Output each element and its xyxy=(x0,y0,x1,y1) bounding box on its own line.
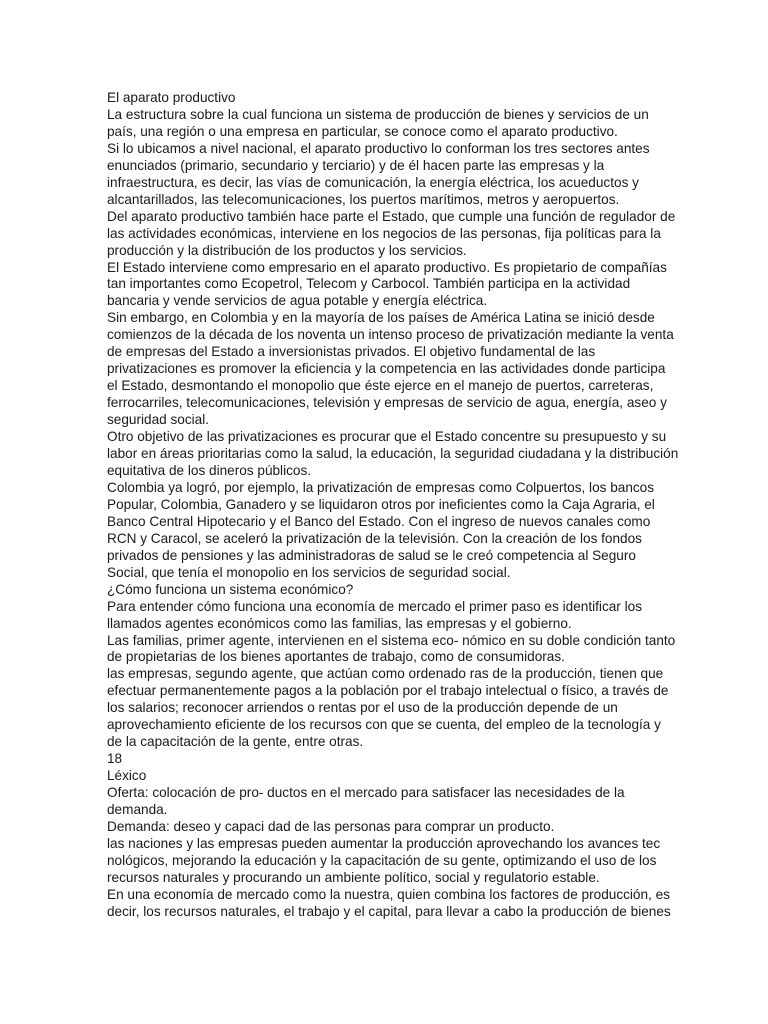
text-line: 18 xyxy=(107,751,123,767)
text-line: tan importantes como Ecopetrol, Telecom y Carbocol. También participa en la actividad xyxy=(107,276,631,292)
text-line: Léxico xyxy=(107,768,147,784)
text-line: Demanda: deseo y capaci dad de las personas para comprar un producto. xyxy=(107,818,555,834)
text-line: En una economía de mercado como la nuestra, quien combina los factores de producción, es xyxy=(107,886,670,902)
text-line: nológicos, mejorando la educación y la capacitación de su gente, optimizando el uso de los xyxy=(107,852,657,868)
text-line: Banco Central Hipotecario y el Banco del Estado. Con el ingreso de nuevos canales como xyxy=(107,513,651,529)
text-line: RCN y Caracol, se aceleró la privatización de la televisión. Con la creación de los fondos xyxy=(107,530,642,546)
text-line: las naciones y las empresas pueden aumentar la producción aprovechando los avances tec xyxy=(107,835,661,851)
text-line: Del aparato productivo también hace parte el Estado, que cumple una función de regulador de xyxy=(107,208,676,224)
text-line: Colombia ya logró, por ejemplo, la privatización de empresas como Colpuertos, los bancos xyxy=(107,479,655,495)
text-line: país, una región o una empresa en particular, se conoce como el aparato productivo. xyxy=(107,123,618,139)
document-text xyxy=(107,90,679,921)
text-line: El aparato productivo xyxy=(107,90,236,105)
text-line: Para entender cómo funciona una economía de mercado el primer paso es identificar los xyxy=(107,598,642,614)
text-line: enunciados (primario, secundario y terciario) y de él hacen parte las empresas y la xyxy=(107,157,605,173)
text-line: Las familias, primer agente, intervienen en el sistema eco- nómico en su doble condición tanto xyxy=(107,632,676,648)
text-line: privados de pensiones y las administradoras de salud se le creó competencia al Seguro xyxy=(107,547,636,563)
text-line: las empresas, segundo agente, que actúan como ordenado ras de la producción, tienen que xyxy=(107,666,664,682)
text-line: llamados agentes económicos como las familias, las empresas y el gobierno. xyxy=(107,615,572,631)
text-line: labor en áreas prioritarias como la salud, la educación, la seguridad ciudadana y la distribución xyxy=(107,446,679,462)
text-line: infraestructura, es decir, las vías de comunicación, la energía eléctrica, los acueductos y xyxy=(107,174,639,190)
text-line: seguridad social. xyxy=(107,412,210,428)
text-line: Social, que tenía el monopolio en los servicios de seguridad social. xyxy=(107,564,511,580)
text-line: bancaria y vende servicios de agua potable y energía eléctrica. xyxy=(107,293,488,309)
text-line: demanda. xyxy=(107,802,168,818)
text-line: Popular, Colombia, Ganadero y se liquidaron otros por ineficientes como la Caja Agraria, el xyxy=(107,496,655,512)
text-line: recursos naturales y procurando un ambiente político, social y regulatorio estable. xyxy=(107,869,600,885)
text-line: el Estado, desmontando el monopolio que éste ejerce en el manejo de puertos, carreteras, xyxy=(107,378,654,394)
text-line: privatizaciones es promover la eficiencia y la competencia en las actividades donde participa xyxy=(107,361,666,377)
text-line: La estructura sobre la cual funciona un sistema de producción de bienes y servicios de un xyxy=(107,106,649,122)
text-line: de empresas del Estado a inversionistas privados. El objetivo fundamental de las xyxy=(107,344,596,360)
text-line: comienzos de la década de los noventa un intenso proceso de privatización mediante la venta xyxy=(107,327,674,343)
text-line: Oferta: colocación de pro- ductos en el mercado para satisfacer las necesidades de la xyxy=(107,785,625,801)
text-line: de propietarias de los bienes aportantes de trabajo, como de consumidoras. xyxy=(107,649,565,665)
text-line: las actividades económicas, interviene en los negocios de las personas, fija políticas para la xyxy=(107,225,661,241)
text-line: efectuar permanentemente pagos a la población por el trabajo intelectual o físico, a través de xyxy=(107,683,669,699)
text-line: producción y la distribución de los productos y los servicios. xyxy=(107,242,467,258)
text-line: equitativa de los dineros públicos. xyxy=(107,462,312,478)
text-line: El Estado interviene como empresario en el aparato productivo. Es propietario de compañías xyxy=(107,259,667,275)
text-line: los salarios; reconocer arriendos o rentas por el uso de la producción depende de un xyxy=(107,700,618,716)
text-line: Otro objetivo de las privatizaciones es procurar que el Estado concentre su presupuesto y su xyxy=(107,429,667,445)
text-line: Sin embargo, en Colombia y en la mayoría de los países de América Latina se inició desde xyxy=(107,310,655,326)
text-line: decir, los recursos naturales, el trabajo y el capital, para llevar a cabo la producción de bienes xyxy=(107,903,671,919)
text-line: ferrocarriles, telecomunicaciones, televisión y empresas de servicio de agua, energía, aseo y xyxy=(107,395,667,411)
text-line: aprovechamiento eficiente de los recursos con que se cuenta, del empleo de la tecnología y xyxy=(107,717,661,733)
text-line: alcantarillados, las telecomunicaciones, los puertos marítimos, metros y aeropuertos. xyxy=(107,191,620,207)
text-line: Si lo ubicamos a nivel nacional, el aparato productivo lo conforman los tres sectores antes xyxy=(107,140,650,156)
text-line: ¿Cómo funciona un sistema económico? xyxy=(107,581,354,597)
text-line: de la capacitación de la gente, entre otras. xyxy=(107,734,364,750)
